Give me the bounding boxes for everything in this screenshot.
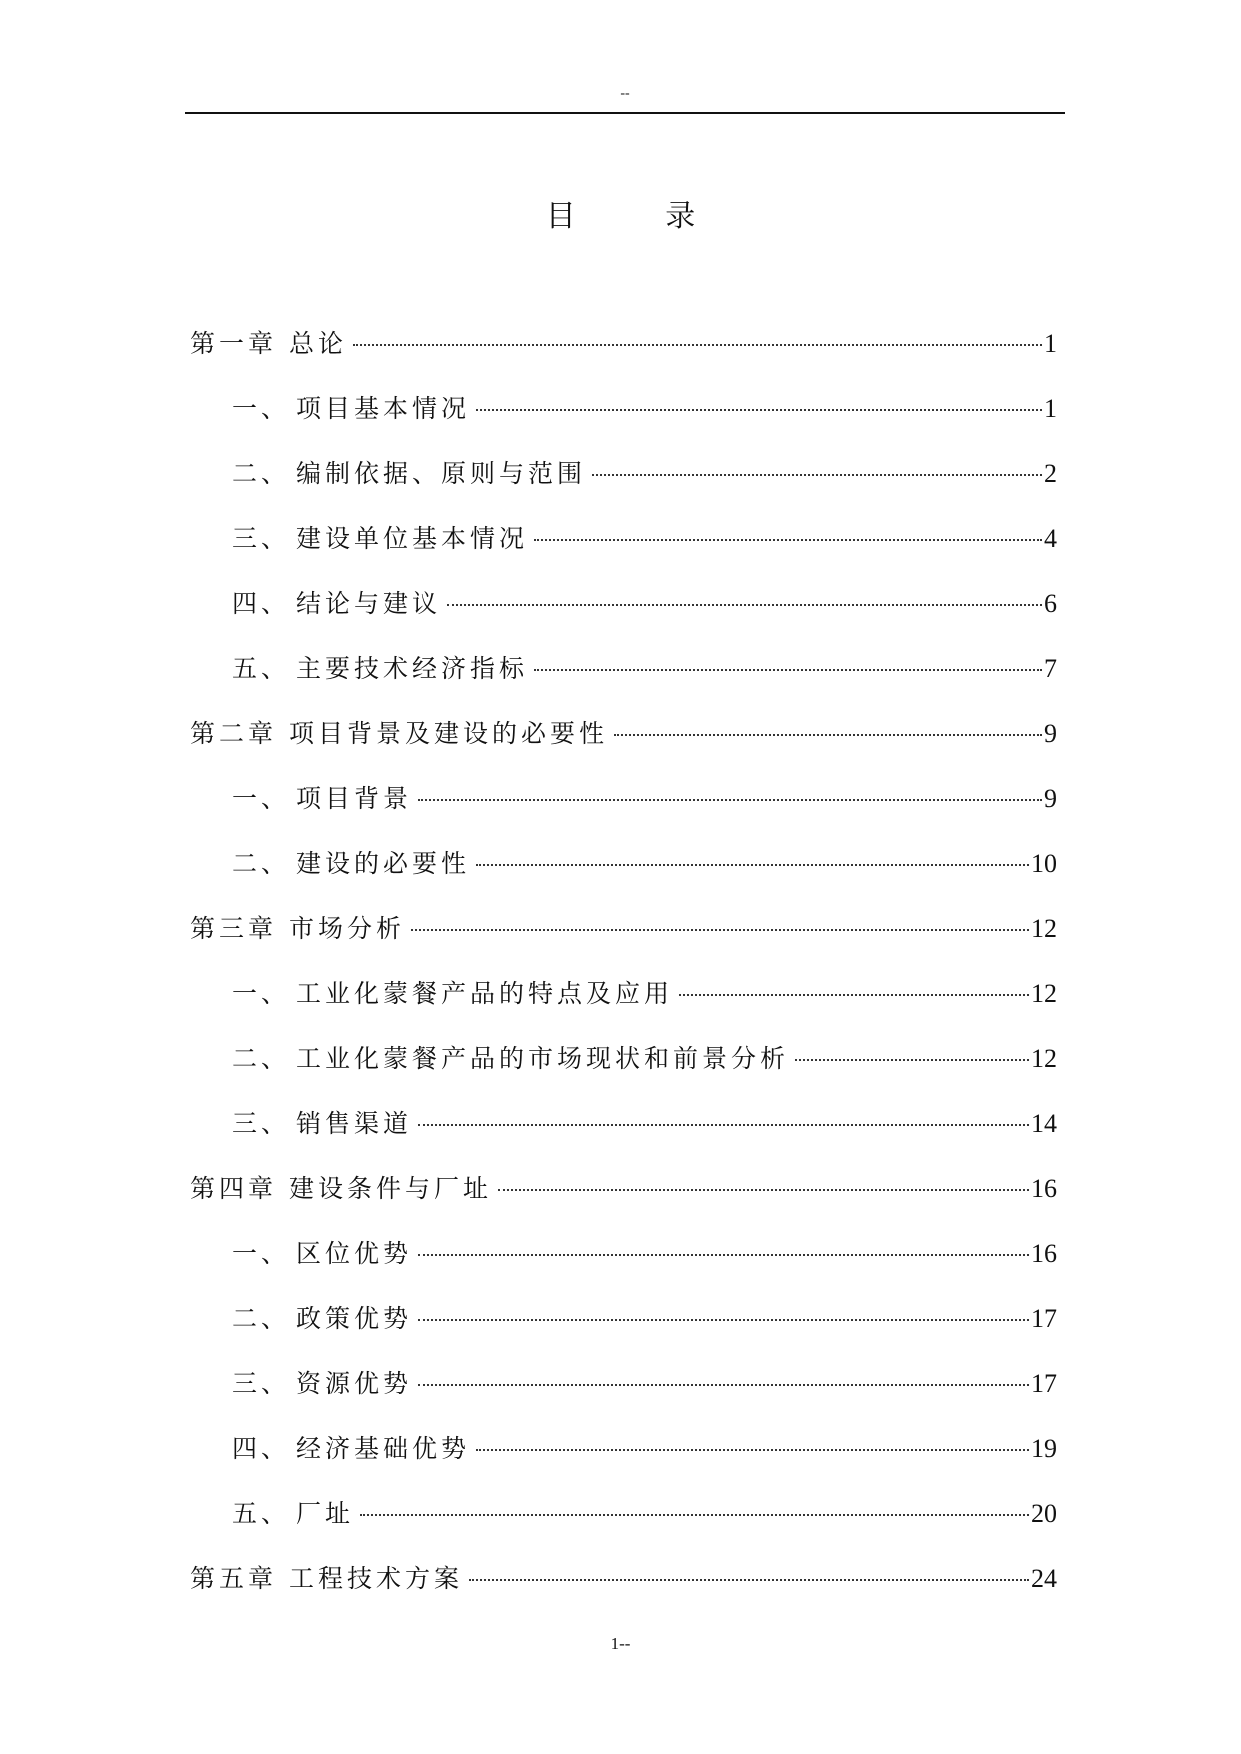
toc-page-number: 12 [1031,979,1057,1008]
entry-title: 销售渠道 [296,1109,413,1138]
toc-page-number: 17 [1031,1369,1057,1398]
toc-page-number: 6 [1044,589,1057,618]
toc-page-number: 24 [1031,1564,1057,1593]
section-number: 一、 [232,1239,291,1268]
toc-page-number: 2 [1044,459,1057,488]
page-footer: 1-- [610,1634,631,1653]
toc-entry-label [232,651,528,687]
dot-leader [679,994,1029,996]
entry-title: 项目背景及建设的必要性 [289,719,609,748]
dot-leader [476,409,1042,411]
entry-title: 经济基础优势 [296,1434,471,1463]
toc-entry-label [232,1301,412,1337]
dot-leader [469,1579,1029,1581]
toc-page-number: 9 [1044,719,1057,748]
toc-page-number: 1 [1044,329,1057,358]
dot-leader [418,1384,1029,1386]
chapter-number: 第一章 [190,329,278,358]
dot-leader [795,1059,1029,1061]
toc-page-number: 14 [1031,1109,1057,1138]
toc-section-entry[interactable] [190,1496,1057,1561]
entry-title: 项目基本情况 [296,394,471,423]
toc-page-number: 1 [1044,394,1057,423]
dot-leader [614,734,1042,736]
section-number: 三、 [232,524,291,553]
dot-leader [498,1189,1029,1191]
header-rule [185,112,1065,114]
dot-leader [534,539,1042,541]
toc-page-number: 10 [1031,849,1057,878]
toc-section-entry[interactable] [190,1236,1057,1301]
toc-page-number: 20 [1031,1499,1057,1528]
toc-entry-label [232,1431,470,1467]
entry-title: 建设的必要性 [296,849,471,878]
toc-section-entry[interactable] [190,586,1057,651]
entry-title: 政策优势 [296,1304,413,1333]
toc-page-number: 9 [1044,784,1057,813]
toc-section-entry[interactable] [190,1366,1057,1431]
section-number: 二、 [232,1304,291,1333]
entry-title: 编制依据、原则与范围 [296,459,587,488]
section-number: 四、 [232,1434,291,1463]
toc-entry-label [190,1561,463,1597]
entry-title: 厂址 [296,1499,355,1528]
toc-section-entry[interactable] [190,391,1057,456]
toc-entry-label [232,521,528,557]
header-text: -- [620,86,630,101]
toc-section-entry[interactable] [190,1041,1057,1106]
toc-entry-label [190,1171,492,1207]
toc-section-entry[interactable] [190,1301,1057,1366]
toc-page-number: 17 [1031,1304,1057,1333]
entry-title: 区位优势 [296,1239,413,1268]
chapter-number: 第四章 [190,1174,278,1203]
dot-leader [476,1449,1029,1451]
toc-page-number: 7 [1044,654,1057,683]
dot-leader [592,474,1042,476]
entry-title: 建设单位基本情况 [296,524,529,553]
toc-entry-label [232,976,673,1012]
dot-leader [447,604,1042,606]
toc-page-number: 12 [1031,914,1057,943]
dot-leader [360,1514,1029,1516]
page-header [185,84,1065,114]
dot-leader [534,669,1042,671]
entry-title: 主要技术经济指标 [296,654,529,683]
dot-leader [418,1319,1029,1321]
toc-entry-label [232,781,412,817]
toc-section-entry[interactable] [190,456,1057,521]
section-number: 二、 [232,459,291,488]
chapter-number: 第五章 [190,1564,278,1593]
toc-section-entry[interactable] [190,521,1057,586]
toc-entry-label [232,1236,412,1272]
toc-page-number: 19 [1031,1434,1057,1463]
toc-entry-label [232,456,586,492]
toc-page-number: 12 [1031,1044,1057,1073]
dot-leader [418,1124,1029,1126]
toc-section-entry[interactable] [190,846,1057,911]
toc-page-number: 4 [1044,524,1057,553]
toc-entry-label [232,586,441,622]
toc-chapter-entry[interactable] [190,326,1057,391]
section-number: 三、 [232,1109,291,1138]
toc-entry-label [190,911,405,947]
dot-leader [411,929,1029,931]
dot-leader [476,864,1029,866]
toc-section-entry[interactable] [190,651,1057,716]
toc-section-entry[interactable] [190,1431,1057,1496]
entry-title: 总论 [289,329,348,358]
toc-chapter-entry[interactable] [190,716,1057,781]
toc-entry-label [232,1366,412,1402]
chapter-number: 第三章 [190,914,278,943]
toc-chapter-entry[interactable] [190,1561,1057,1626]
toc-chapter-entry[interactable] [190,911,1057,976]
toc-section-entry[interactable] [190,1106,1057,1171]
entry-title: 工程技术方案 [289,1564,464,1593]
section-number: 四、 [232,589,291,618]
entry-title: 结论与建议 [296,589,442,618]
entry-title: 建设条件与厂址 [289,1174,493,1203]
toc-page-number: 16 [1031,1174,1057,1203]
chapter-number: 第二章 [190,719,278,748]
entry-title: 工业化蒙餐产品的特点及应用 [296,979,674,1008]
toc-section-entry[interactable] [190,781,1057,846]
section-number: 五、 [232,1499,291,1528]
toc-entry-label [232,846,470,882]
toc-chapter-entry[interactable] [190,1171,1057,1236]
section-number: 五、 [232,654,291,683]
document-title: 目 录 [545,199,736,234]
toc-page-number: 16 [1031,1239,1057,1268]
section-number: 一、 [232,979,291,1008]
section-number: 一、 [232,394,291,423]
entry-title: 工业化蒙餐产品的市场现状和前景分析 [296,1044,790,1073]
toc-entry-label [232,391,470,427]
dot-leader [418,1254,1029,1256]
dot-leader [418,799,1042,801]
section-number: 二、 [232,849,291,878]
toc-entry-label [232,1106,412,1142]
entry-title: 项目背景 [296,784,413,813]
toc-entry-label [232,1496,354,1532]
section-number: 二、 [232,1044,291,1073]
entry-title: 市场分析 [289,914,406,943]
toc-entry-label [190,716,608,752]
table-of-contents [190,326,1057,1626]
toc-entry-label [190,326,347,362]
section-number: 一、 [232,784,291,813]
dot-leader [353,344,1042,346]
section-number: 三、 [232,1369,291,1398]
entry-title: 资源优势 [296,1369,413,1398]
toc-section-entry[interactable] [190,976,1057,1041]
toc-entry-label [232,1041,789,1077]
